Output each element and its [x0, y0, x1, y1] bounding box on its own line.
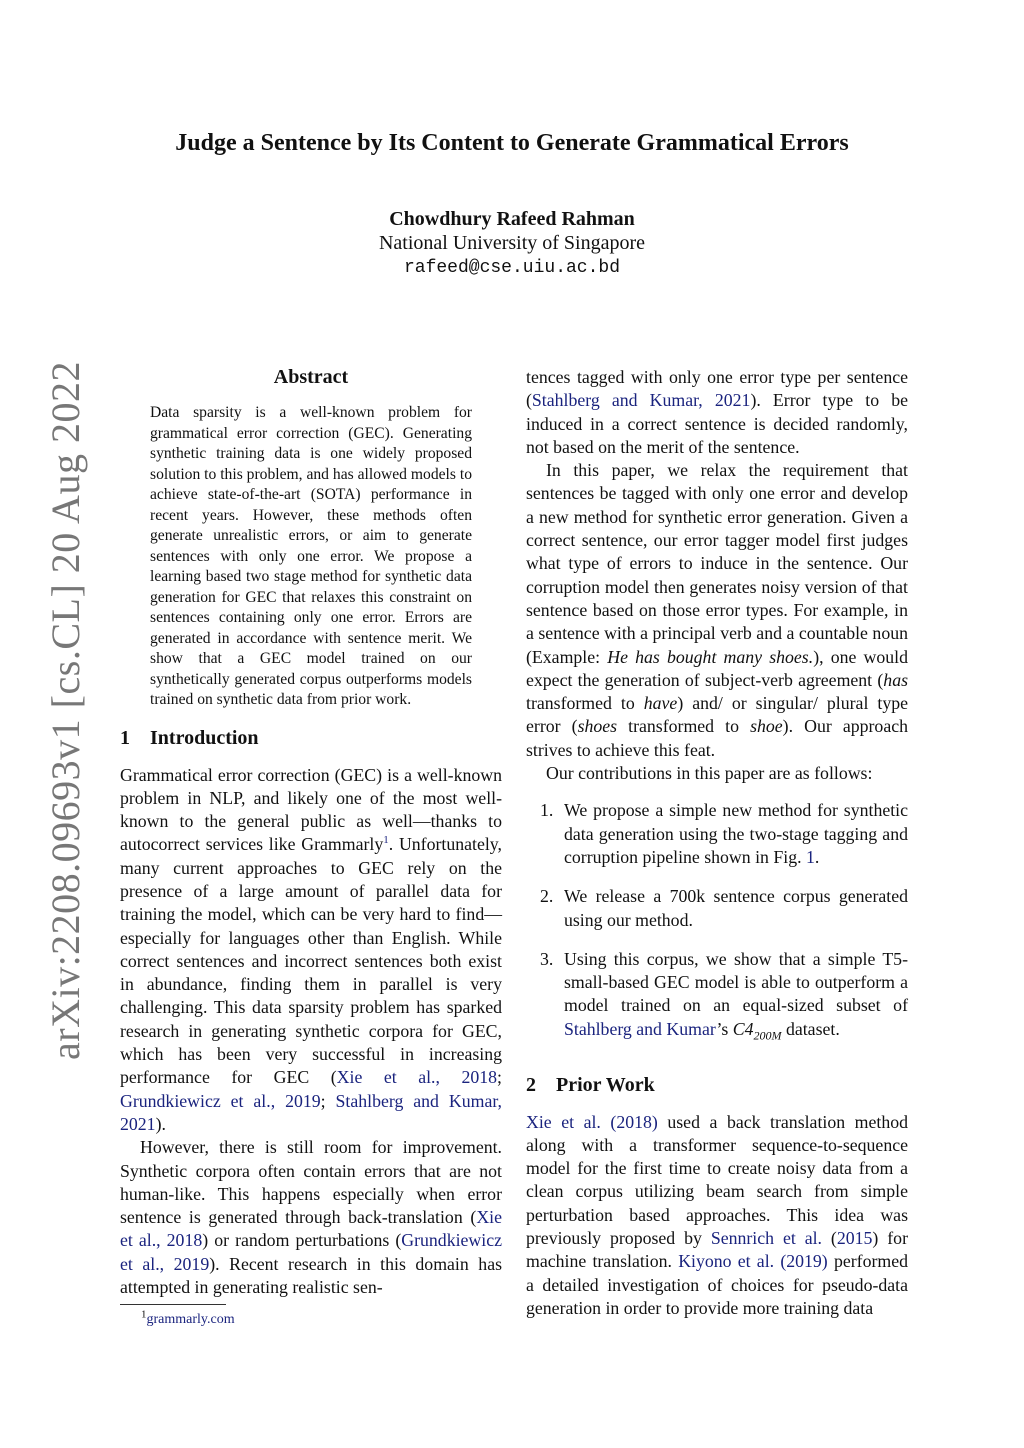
text-run: tences tagged with only one error type per sentence (: [526, 367, 908, 411]
left-column: [120, 366, 502, 1299]
citation-link[interactable]: Stahlberg and Kumar, 2021: [120, 1090, 502, 1134]
text-run: Grammatical error correction (GEC) is a well-known problem in NLP, and likely one of the most well-known to the general public as well—thanks to autocorrect services like Grammarly: [120, 764, 502, 855]
section-heading-introduction: [120, 727, 502, 750]
text-run: ). Error type to be induced in a correct sentence is decided randomly, not based on the merit of the sentence.: [526, 390, 908, 457]
text-run: ) or random perturbations (: [202, 1230, 402, 1251]
text-run: performed a detailed investigation of choices for pseudo-data generation in order to provide more training data: [526, 1251, 909, 1318]
citation-link[interactable]: Sennrich et al.: [710, 1228, 822, 1249]
text-run: In this paper, we relax the requirement that sentences be tagged with only one error and develop a new method for synthetic error generation. Given a correct sentence, our error tagger model first judges what type of errors to induce in the sentence. Our corruption model then generates noisy version of that sentence based on those error types. For example, in a sentence with a principal verb and a countable noun (Example:: [526, 460, 908, 667]
citation-year-link[interactable]: (2018): [610, 1111, 658, 1132]
example-sentence: He has bought many shoes.: [607, 646, 814, 667]
list-item: [526, 948, 908, 1048]
citation-link[interactable]: Xie et al., 2018: [336, 1067, 498, 1088]
text-run: dataset.: [781, 1018, 840, 1039]
citation-link[interactable]: Grundkiewicz et al., 2019: [120, 1230, 502, 1274]
citation-link[interactable]: Kiyono et al.: [678, 1251, 775, 1272]
prior-work-paragraph: Xie et al. (2018) used a back translation method along with a transformer sequence-to-sequence model for the first time to create noisy data from a clean corpus utilizing beam search from simple perturbation based approaches. This idea was previously proposed by Sennrich et al. (2015) for machine translation. Kiyono et al. (2019) performed a detailed investigation of choices for pseudo-data generation in order to provide more training data: [526, 1111, 909, 1318]
text-run: Using this corpus, we show that a simple T5-small-based GEC model is able to outperform a model trained on an equal-sized subset of: [564, 948, 908, 1016]
text-run: However, there is still room for improvement. Synthetic corpora often contain errors that are not human-like. This happens especially when error sentence is generated through back-translation (: [120, 1137, 502, 1228]
text-run: for machine translation.: [526, 1228, 908, 1272]
list-number: 3.: [540, 948, 554, 969]
text-run: ), one would expect the generation of subject-verb agreement (: [526, 646, 908, 690]
intro-paragraph-1: [120, 764, 502, 1137]
section-heading-prior-work: [526, 1074, 908, 1097]
footnote-mark: 1: [141, 1308, 147, 1321]
text-run: We release a 700k sentence corpus generated using our method.: [564, 886, 908, 930]
text-run: ).: [155, 1113, 166, 1134]
footnote-divider: [120, 1304, 226, 1305]
text-run: We propose a simple new method for synthetic data generation using the two-stage tagging and corruption pipeline shown in Fig.: [564, 800, 908, 867]
abstract-heading: Abstract: [273, 366, 349, 388]
list-item: [526, 799, 908, 869]
intro-paragraph-2: [120, 1136, 502, 1299]
list-number: 2.: [540, 886, 554, 907]
section-number: 1: [120, 726, 130, 749]
example-word: shoes: [577, 716, 618, 737]
citation-link[interactable]: Grundkiewicz et al., 2019: [120, 1090, 321, 1111]
section-number: 2: [526, 1073, 536, 1096]
citation-link[interactable]: Xie et al.: [526, 1111, 601, 1132]
footnote-link[interactable]: grammarly.com: [146, 1312, 235, 1327]
text-run: transformed to: [526, 693, 644, 714]
text-run: used a back translation method along with a transformer sequence-to-sequence model for the first time to create noisy data from a clean corpus utilizing beam search from simple perturbation based approaches. This idea was previously proposed by: [526, 1111, 908, 1249]
text-run: . Unfortunately, many current approaches to GEC rely on the presence of a large amount of parallel data for training the model, which can be very hard to find—especially for languages other than English. While correct sentences and incorrect sentences both exist in abundance, finding them in parallel is very challenging. This data sparsity problem has sparked research in generating synthetic corpora for GEC, which has been very successful in increasing performance for GEC (: [120, 834, 502, 1088]
text-run: ). Recent research in this domain has attempted in generating realistic sen-: [120, 1253, 503, 1298]
dataset-name: C4: [732, 1018, 754, 1039]
footnote-marker[interactable]: 1: [383, 834, 389, 847]
section-title: Introduction: [150, 726, 259, 749]
text-run: transformed to: [617, 716, 751, 737]
text-run: ). Our approach strives to achieve this feat.: [526, 716, 908, 760]
footnote: [141, 1308, 235, 1328]
list-number: 1.: [540, 800, 554, 821]
citation-year-link[interactable]: 2015: [836, 1228, 873, 1249]
abstract-text: Data sparsity is a well-known problem for grammatical error correction (GEC). Generating synthetic training data is one widely proposed solution to this problem, and has allowed models to achieve state-of-the-art (SOTA) performance in recent years. However, these methods often generate unrealistic errors, or aim to generate sentences with only one error. We propose a learning based two stage method for synthetic data generation for GEC that relaxes this constraint on sentences containing only one error. Errors are generated in accordance with sentence merit. We show that a GEC model trained on our synthetically generated corpus outperforms models trained on synthetic data from prior work.: [150, 404, 472, 708]
citation-link[interactable]: Stahlberg and Kumar: [564, 1018, 717, 1039]
author-name: Chowdhury Rafeed Rahman: [389, 208, 635, 230]
right-column: [526, 366, 908, 1320]
example-word: have: [643, 693, 678, 714]
dataset-subscript: 200M: [753, 1028, 782, 1043]
text-run: ;: [497, 1067, 502, 1088]
text-run: ) and/ or singular/ plural type error (: [526, 693, 908, 737]
intro-paragraph-3: [526, 366, 908, 459]
contributions-list: [526, 799, 908, 1047]
citation-link[interactable]: Stahlberg and Kumar, 2021: [531, 390, 751, 411]
figure-ref-link[interactable]: 1: [806, 846, 815, 867]
citation-year-link[interactable]: (2019): [780, 1251, 828, 1272]
arxiv-sidebar-label: arXiv:2208.09693v1 [cs.CL] 20 Aug 2022: [43, 361, 88, 1060]
citation-link[interactable]: Xie et al., 2018: [120, 1207, 502, 1251]
section-title: Prior Work: [556, 1073, 655, 1096]
author-email[interactable]: rafeed@cse.uiu.ac.bd: [403, 258, 621, 278]
text-run: .: [814, 846, 820, 867]
intro-paragraph-4: [526, 459, 908, 762]
list-item: [526, 885, 908, 932]
author-affiliation: National University of Singapore: [378, 232, 646, 254]
text-run: ’s: [716, 1018, 733, 1039]
intro-paragraph-5: Our contributions in this paper are as follows:: [546, 763, 873, 784]
example-word: has: [883, 669, 908, 690]
paper-title: Judge a Sentence by Its Content to Generate Grammatical Errors: [175, 130, 849, 156]
example-word: shoe: [750, 716, 783, 737]
text-run: ;: [320, 1090, 336, 1111]
